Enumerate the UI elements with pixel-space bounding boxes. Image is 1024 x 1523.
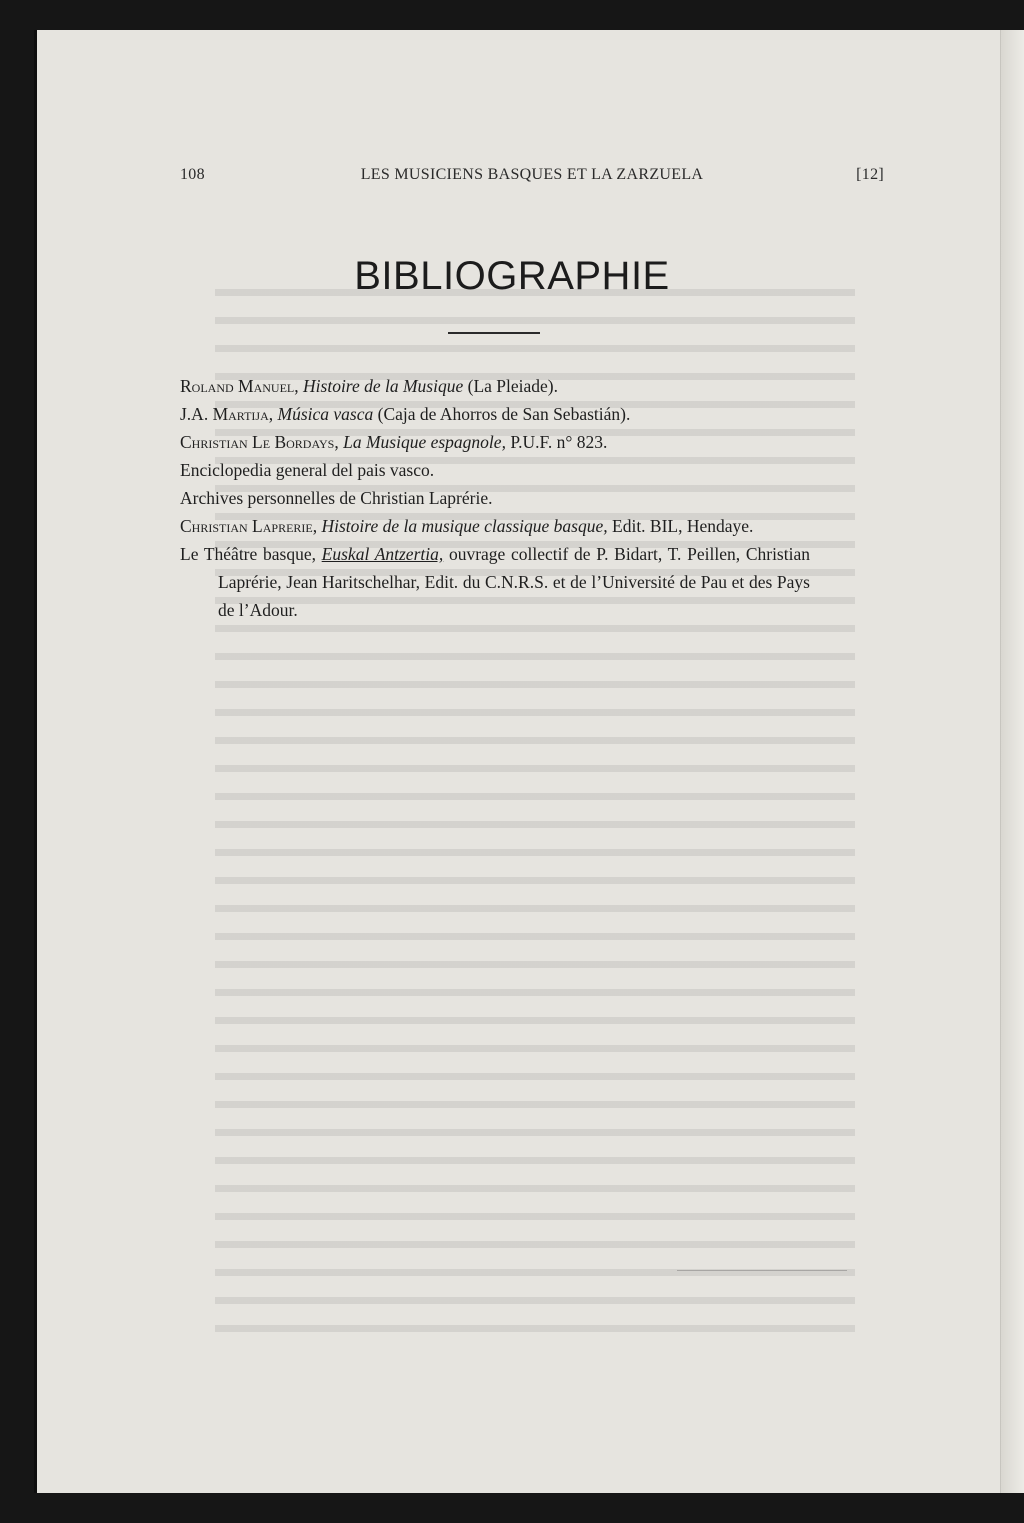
entry-lead: Le Théâtre basque, bbox=[180, 544, 322, 564]
running-title: LES MUSICIENS BASQUES ET LA ZARZUELA bbox=[360, 166, 704, 183]
book-page bbox=[34, 30, 1024, 1493]
entry-author: Christian Le Bordays, bbox=[180, 432, 339, 452]
bibliography-entry bbox=[180, 456, 810, 484]
bibliography-entry bbox=[180, 540, 810, 624]
entry-work: Histoire de la Musique bbox=[303, 376, 464, 396]
title-rule bbox=[448, 332, 540, 334]
page-edge bbox=[1000, 30, 1024, 1493]
entry-text: Enciclopedia general del pais vasco. bbox=[180, 460, 435, 480]
entry-rest: (La Pleiade). bbox=[463, 376, 558, 396]
entry-work: Euskal Antzertia, bbox=[321, 544, 444, 564]
bibliography-entry bbox=[180, 512, 810, 540]
entry-rest: Edit. BIL, Hendaye. bbox=[607, 516, 754, 536]
entry-work: Histoire de la musique classique basque, bbox=[321, 516, 608, 536]
entry-rest: ouvrage collectif de P. Bidart, T. Peillen, Christian Laprérie, Jean Haritschelhar, Edit. du C.N.R.S. et de l’Université de Pau et des Pays de l’Adour. bbox=[218, 544, 810, 620]
entry-author: J.A. Martija, bbox=[180, 404, 274, 424]
entry-author: Roland Manuel, bbox=[180, 376, 299, 396]
entry-rest: (Caja de Ahorros de San Sebastián). bbox=[373, 404, 631, 424]
entry-work: Música vasca bbox=[277, 404, 374, 424]
bibliography-entry bbox=[180, 400, 810, 428]
bibliography-list bbox=[180, 372, 810, 624]
entry-text: Archives personnelles de Christian Laprérie. bbox=[180, 488, 493, 508]
entry-author: Christian Laprerie, bbox=[180, 516, 318, 536]
page-number: 108 bbox=[180, 166, 205, 183]
bibliography-entry bbox=[180, 428, 810, 456]
entry-rest: P.U.F. n° 823. bbox=[505, 432, 608, 452]
section-marker: [12] bbox=[856, 166, 884, 183]
entry-work: La Musique espagnole, bbox=[343, 432, 506, 452]
bibliography-entry bbox=[180, 372, 810, 400]
page-title: BIBLIOGRAPHIE bbox=[354, 254, 670, 298]
running-header bbox=[180, 166, 884, 190]
bibliography-entry bbox=[180, 484, 810, 512]
show-through-footnote-rule bbox=[677, 1270, 847, 1271]
